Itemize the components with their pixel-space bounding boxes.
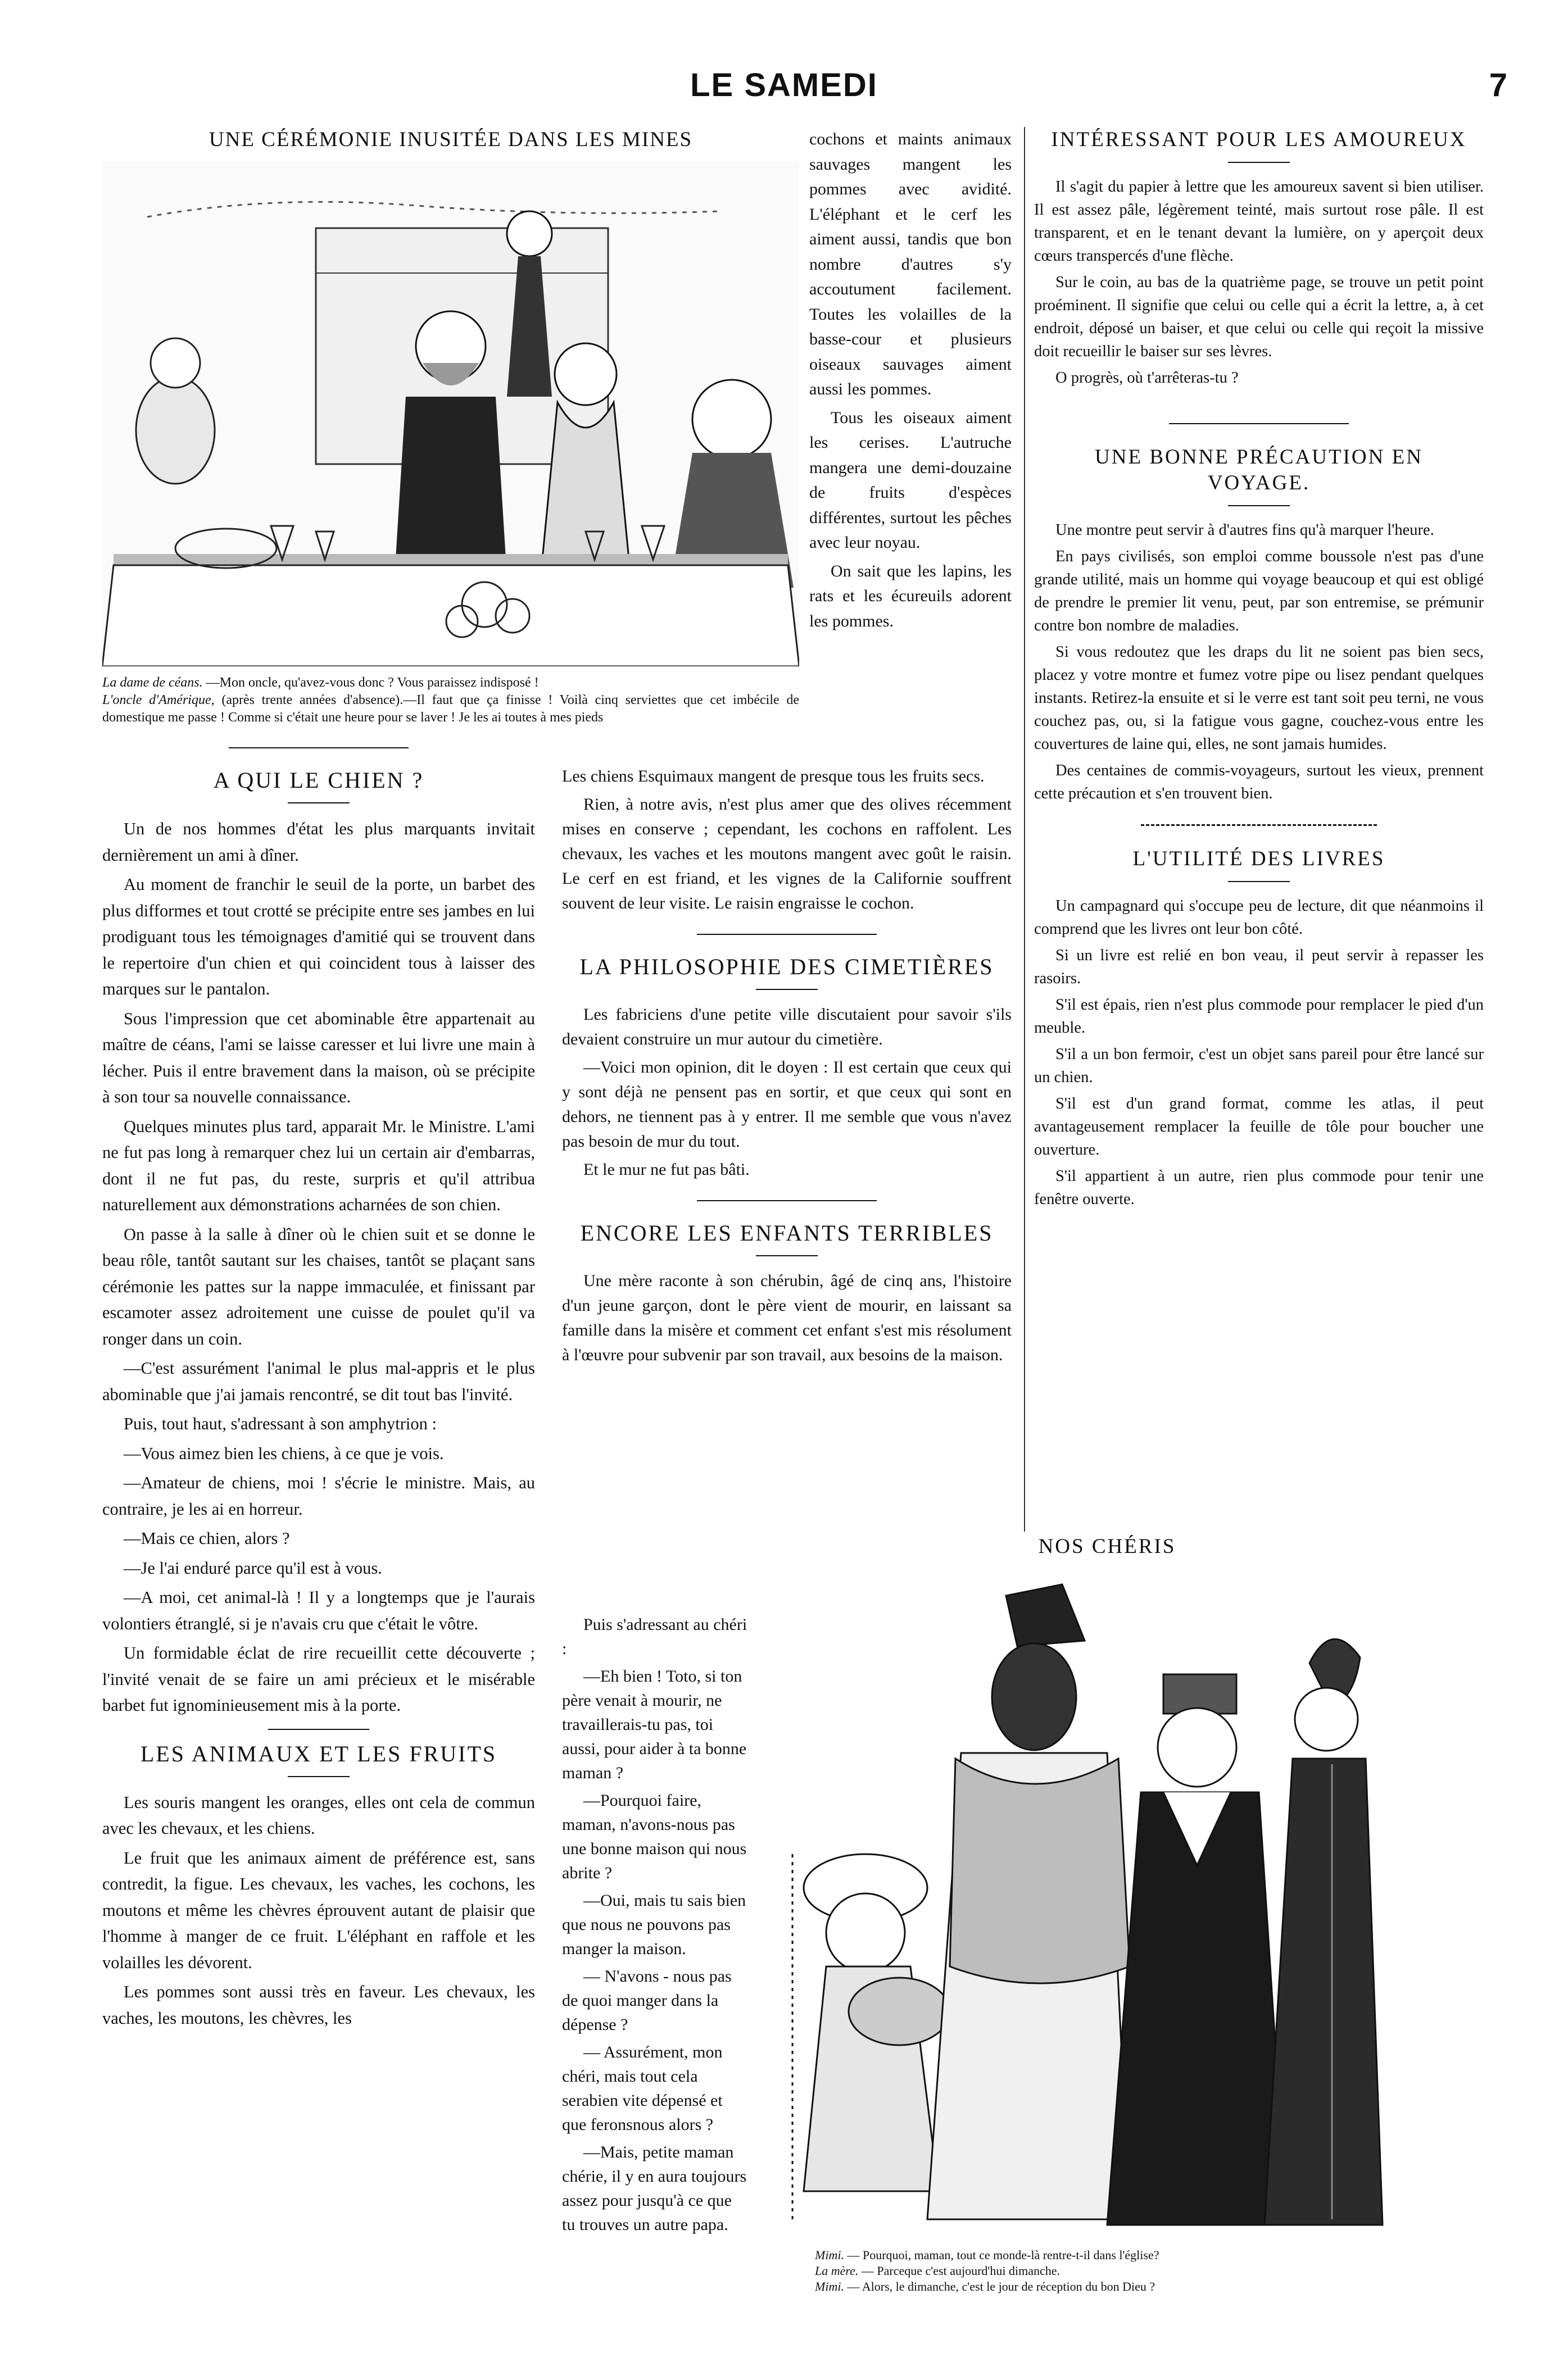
- paragraph: Rien, à notre avis, n'est plus amer que des olives récemment mises en conserve ; cependant, les cochons en raffolent. Les chevaux, les vaches et les moutons mangent avec goût le raisin. Le cerf en est friand, et les vignes de la Californie souffrent souvent de leur visite. Le raisin engraisse le cochon.: [562, 795, 1012, 912]
- divider: [697, 934, 877, 935]
- paragraph: —Eh bien ! Toto, si ton père venait à mourir, ne travaillerais-tu pas, toi aussi, pour aider à ta bonne maman ?: [562, 1667, 747, 1782]
- illustration-cheris-heading: NOS CHÉRIS: [1038, 1535, 1176, 1558]
- caption-speaker: La dame de céans.: [102, 675, 203, 690]
- paragraph: —C'est assurément l'animal le plus mal-appris et le plus abominable que j'ai jamais rencontré, se dit tout bas l'invité.: [102, 1359, 535, 1404]
- divider: [268, 1729, 369, 1730]
- caption-text: — Parceque c'est aujourd'hui dimanche.: [861, 2264, 1060, 2278]
- paragraph: Si un livre est relié en bon veau, il peut servir à repasser les rasoirs.: [1034, 947, 1484, 987]
- column-middle-top: [809, 127, 1012, 637]
- divider: [1169, 423, 1349, 424]
- masthead: [0, 0, 1568, 112]
- divider: [1141, 824, 1377, 826]
- column-left: [102, 747, 535, 2034]
- paragraph: —Oui, mais tu sais bien que nous ne pouvons pas manger la maison.: [562, 1891, 746, 1958]
- illustration-cheris-caption: [815, 2247, 1433, 2295]
- paragraph: S'il appartient à un autre, rien plus commode pour tenir une fenêtre ouverte.: [1034, 1168, 1484, 1208]
- paragraph: Tous les oiseaux aiment les cerises. L'autruche mangera une demi-douzaine de fruits d'espèces différentes, surtout les pêches avec leur noyau.: [809, 408, 1012, 552]
- paragraph: Les chiens Esquimaux mangent de presque tous les fruits secs.: [562, 767, 985, 785]
- column-middle-bottom: [562, 1613, 747, 2240]
- paragraph: — Assurément, mon chéri, mais tout cela serabien vite dépensé et que feronsnous alors ?: [562, 2043, 723, 2134]
- caption-text: — Pourquoi, maman, tout ce monde-là rentre-t-il dans l'église?: [847, 2248, 1159, 2262]
- paragraph: On sait que les lapins, les rats et les écureuils adorent les pommes.: [809, 561, 1012, 630]
- heading-rule: [756, 989, 818, 990]
- paragraph: Les fabriciens d'une petite ville discutaient pour savoir s'ils devaient construire un mur autour du cimetière.: [562, 1005, 1012, 1048]
- illustration-mines-caption: [102, 674, 799, 726]
- paragraph: Il s'agit du papier à lettre que les amoureux savent si bien utiliser. Il est assez pâle, légèrement teinté, mais surtout rose pâle. Il est transparent, et en le tenant devant la lumière, on y aperçoit deux cœurs transpercés d'une flèche.: [1034, 178, 1484, 265]
- paragraph: —Pourquoi faire, maman, n'avons-nous pas une bonne maison qui nous abrite ?: [562, 1791, 747, 1882]
- paragraph: —Mais, petite maman chérie, il y en aura toujours assez pour jusqu'à ce que tu trouves un autre papa.: [562, 2143, 747, 2234]
- column-divider: [1024, 127, 1025, 1532]
- paragraph: Une montre peut servir à d'autres fins qu'à marquer l'heure.: [1055, 521, 1434, 539]
- paragraph: —Amateur de chiens, moi ! s'écrie le ministre. Mais, au contraire, je les ai en horreur.: [102, 1473, 535, 1519]
- article-heading-philosophie: LA PHILOSOPHIE DES CIMETIÈRES: [579, 954, 994, 979]
- paragraph: Puis, tout haut, s'adressant à son amphytrion :: [124, 1414, 437, 1433]
- page-number: 7: [1489, 67, 1507, 103]
- paragraph: Sous l'impression que cet abominable être appartenait au maître de céans, l'ami se laisse caresser et lui livre une main à lécher. Puis il entre bravement dans la maison, où se précipite à son tour sa nouvelle connaissance.: [102, 1009, 535, 1106]
- paragraph: Un formidable éclat de rire recueillit cette découverte ; l'invité venait de se faire un ami précieux et le misérable barbet fut ignominieusement mis à la porte.: [102, 1643, 535, 1715]
- heading-rule: [1228, 505, 1290, 506]
- paragraph: On passe à la salle à dîner où le chien suit et se donne le beau rôle, tantôt sautant sur les chaises, tantôt se plaçant sans cérémonie les pattes sur la nappe immaculée, et finissant par escamoter assez adroitement une cuisse de poulet qu'il va ronger dans un coin.: [102, 1224, 535, 1348]
- nos-cheris-illustration: [770, 1573, 1388, 2242]
- paragraph: —Mais ce chien, alors ?: [124, 1529, 290, 1548]
- paragraph: S'il a un bon fermoir, c'est un objet sans pareil pour être lancé sur un chien.: [1034, 1046, 1484, 1086]
- caption-speaker: Mimi.: [815, 2248, 844, 2262]
- caption-text: —Mon oncle, qu'avez-vous donc ? Vous paraissez indisposé !: [206, 675, 539, 690]
- article-heading-precaution: UNE BONNE PRÉCAUTION EN VOYAGE.: [1095, 446, 1423, 494]
- paragraph: Une mère raconte à son chérubin, âgé de cinq ans, l'histoire d'un jeune garçon, dont le père vient de mourir, en laissant sa famille dans la misère et comment cet enfant s'est mis résolument à l'œuvre pour subvenir par son travail, aux besoins de la maison.: [562, 1271, 1012, 1364]
- column-middle: [562, 764, 1012, 1371]
- divider: [229, 747, 409, 748]
- paragraph: —Je l'ai enduré parce qu'il est à vous.: [124, 1558, 382, 1578]
- column-right: [1034, 127, 1484, 1214]
- paragraph: Puis s'adressant au chéri :: [562, 1615, 747, 1658]
- article-heading-amoureux: INTÉRESSANT POUR LES AMOUREUX: [1051, 128, 1467, 151]
- caption-speaker: La mère.: [815, 2264, 859, 2278]
- paragraph: Des centaines de commis-voyageurs, surtout les vieux, prennent cette précaution et s'en trouvent bien.: [1034, 762, 1484, 802]
- paragraph: Les pommes sont aussi très en faveur. Les chevaux, les vaches, les moutons, les chèvres, les: [102, 1982, 535, 2028]
- heading-rule: [756, 1255, 818, 1256]
- paragraph: Et le mur ne fut pas bâti.: [583, 1160, 750, 1179]
- illustration-mines-heading: UNE CÉRÉMONIE INUSITÉE DANS LES MINES: [209, 128, 693, 151]
- paragraph: Le fruit que les animaux aiment de préférence est, sans contredit, la figue. Les chevaux, les vaches, les cochons, les moutons et même les chèvres éprouvent autant de plaisir que l'homme à manger de ce fruit. L'éléphant en raffole et les volailles les dévorent.: [102, 1848, 535, 1972]
- caption-speaker: L'oncle d'Amérique,: [102, 693, 215, 707]
- paragraph: — N'avons - nous pas de quoi manger dans la dépense ?: [562, 1967, 732, 2034]
- heading-rule: [288, 802, 350, 803]
- paragraph: Un campagnard qui s'occupe peu de lecture, dit que néanmoins il comprend que les livres ont leur bon côté.: [1034, 897, 1484, 938]
- divider: [697, 1200, 877, 1201]
- heading-rule: [1228, 881, 1290, 882]
- newspaper-title: LE SAMEDI: [690, 67, 878, 103]
- paragraph: —A moi, cet animal-là ! Il y a longtemps que je l'aurais volontiers étranglé, si je n'avais cru que c'était le vôtre.: [102, 1588, 535, 1633]
- dinner-scene-illustration: [102, 161, 799, 666]
- paragraph: Les souris mangent les oranges, elles ont cela de commun avec les chevaux, et les chiens.: [102, 1792, 535, 1838]
- caption-speaker: Mimi.: [815, 2279, 844, 2293]
- paragraph: Si vous redoutez que les draps du lit ne soient pas bien secs, placez y votre montre et fumez votre pipe ou lisez pendant quelques instants. Retirez-la ensuite et si le verre est tant soit peu terni, ne vous couchez pas, ou, si la fatigue vous gagne, couchez-vous entre les couvertures de laine qui, elles, ne sont jamais humides.: [1034, 643, 1484, 753]
- paragraph: —Voici mon opinion, dit le doyen : Il est certain que ceux qui y sont déjà ne pensent pas en sortir, et que ceux qui sont en dehors, ne tiennent pas à y entrer. Il me semble que vous n'avez pas besoin de mur du tout.: [562, 1058, 1012, 1151]
- paragraph: Sur le coin, au bas de la quatrième page, se trouve un petit point proéminent. Il signifie que celui ou celle qui a écrit la lettre, a, à cet endroit, déposé un baiser, et que celui ou celle qui reçoit la missive doit recueillir le baiser sur ses lèvres.: [1034, 274, 1484, 360]
- paragraph: O progrès, où t'arrêteras-tu ?: [1055, 369, 1239, 387]
- paragraph: Au moment de franchir le seuil de la porte, un barbet des plus difformes et tout crotté se précipite entre ses jambes en lui prodiguant tous les témoignages d'amitié qui se trouvent dans le repertoire d'un chien et qui coincident tous à laisser des marques sur le pantalon.: [102, 875, 535, 998]
- caption-text: — Alors, le dimanche, c'est le jour de réception du bon Dieu ?: [847, 2279, 1155, 2293]
- illustration-mines-block: [102, 127, 799, 726]
- paragraph: En pays civilisés, son emploi comme boussole n'est pas d'une grande utilité, mais un homme qui voyage beaucoup et qui est obligé de prendre le premier lit venu, peut, par son entremise, se prémunir contre bon nombre de maladies.: [1034, 548, 1484, 634]
- paragraph: Un de nos hommes d'état les plus marquants invitait dernièrement un ami à dîner.: [102, 819, 535, 865]
- paragraph: S'il est d'un grand format, comme les atlas, il peut avantageusement remplacer la feuille de tôle pour boucher une ouverture.: [1034, 1095, 1484, 1159]
- article-heading-animaux: LES ANIMAUX ET LES FRUITS: [140, 1741, 497, 1766]
- article-heading-enfants: ENCORE LES ENFANTS TERRIBLES: [580, 1220, 994, 1246]
- paragraph: —Vous aimez bien les chiens, à ce que je vois.: [124, 1443, 444, 1463]
- caption-text: (après trente années d'absence).—Il faut que ça finisse ! Voilà cinq serviettes que cet imbécile de domestique me passe ! Comme si c'était une heure pour se laver ! Je les ai toutes à mes pieds: [102, 693, 800, 725]
- heading-rule: [1228, 162, 1290, 163]
- paragraph: cochons et maints animaux sauvages mangent les pommes avec avidité. L'éléphant et le cerf les aiment aussi, tandis que bon nombre d'autres s'y accoutument facilement. Toutes les volailles de la basse-cour et plusieurs oiseaux sauvages aiment aussi les pommes.: [809, 130, 1012, 398]
- paragraph: S'il est épais, rien n'est plus commode pour remplacer le pied d'un meuble.: [1034, 996, 1484, 1037]
- paragraph: Quelques minutes plus tard, apparait Mr. le Ministre. L'ami ne fut pas long à remarquer chez lui un certain air d'embarras, dont il ne fut pas, du reste, surpris et qu'il attribua naturellement aux démonstrations acharnées de son chien.: [102, 1116, 535, 1214]
- article-heading-livres: L'UTILITÉ DES LIVRES: [1132, 847, 1385, 870]
- heading-rule: [288, 1776, 350, 1777]
- article-heading-chien: A QUI LE CHIEN ?: [213, 767, 424, 793]
